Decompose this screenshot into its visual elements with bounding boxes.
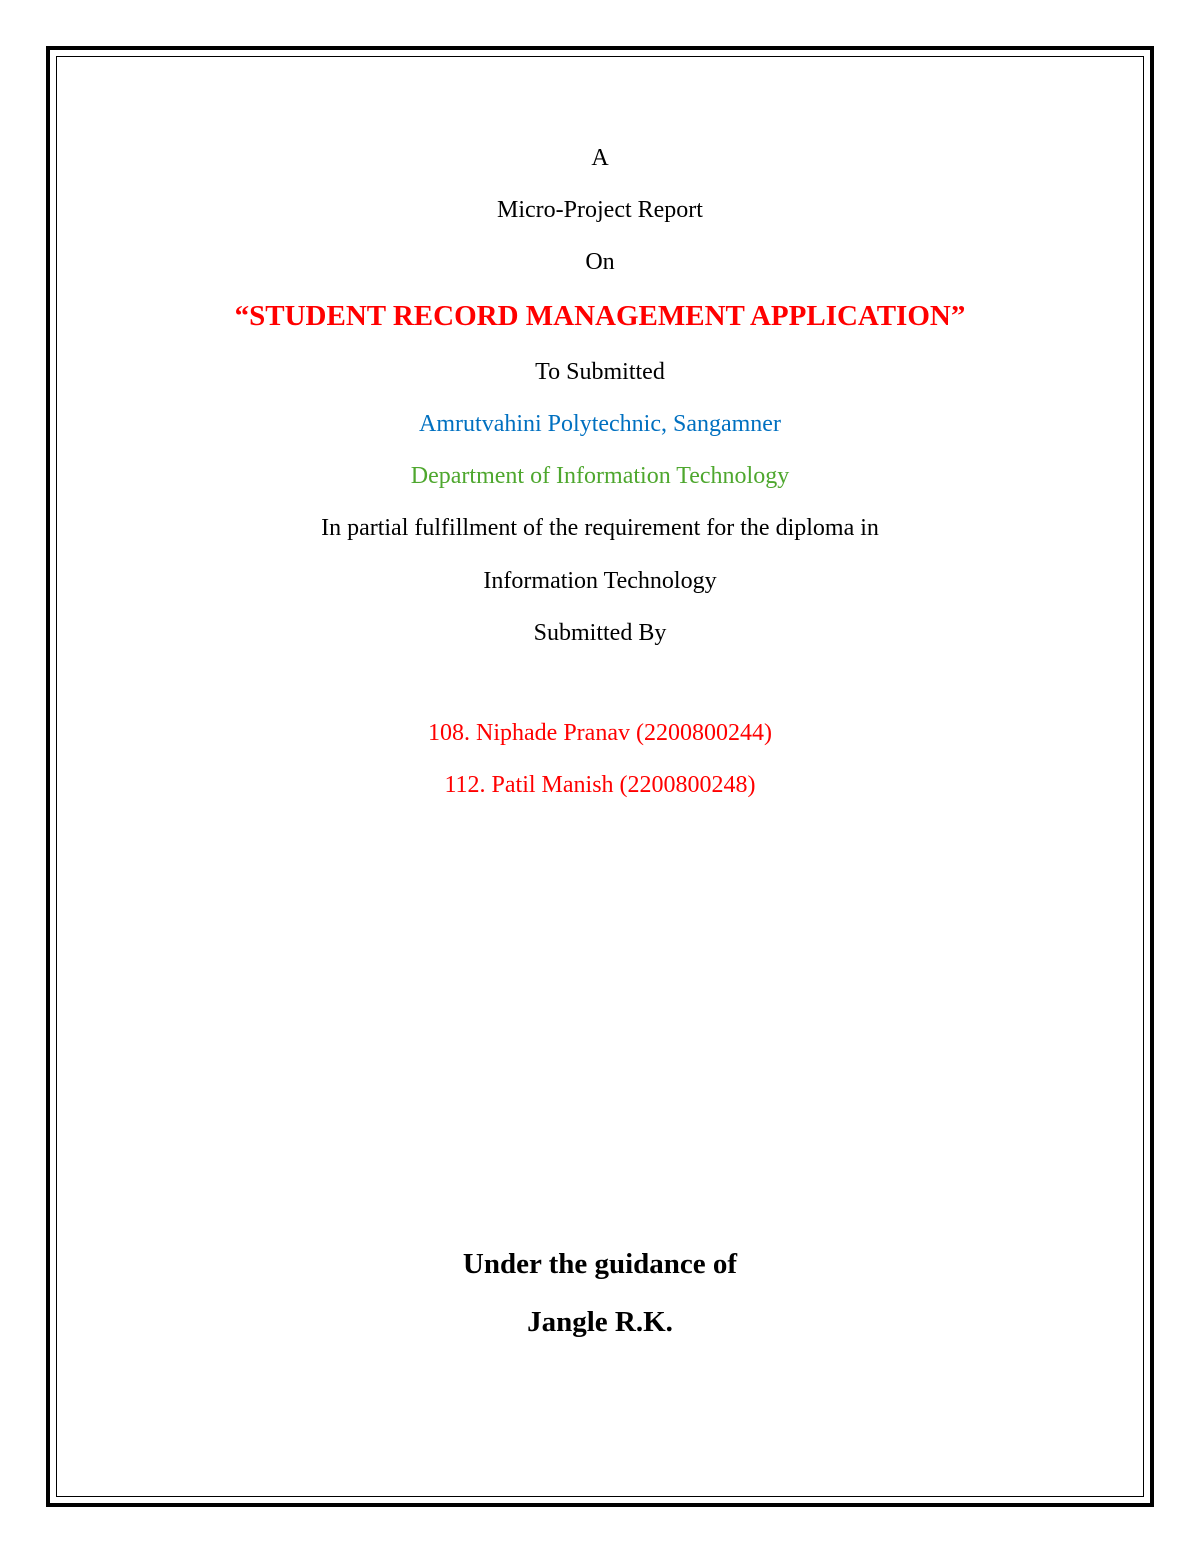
- on-label: On: [585, 249, 615, 275]
- article-a: A: [591, 145, 609, 171]
- institute-name: Amrutvahini Polytechnic, Sangamner: [419, 411, 781, 437]
- fulfillment-statement: In partial fulfillment of the requirement for the diploma in: [321, 515, 879, 541]
- department-name: Department of Information Technology: [410, 463, 790, 489]
- guide-name: Jangle R.K.: [527, 1306, 673, 1338]
- diploma-name: Information Technology: [483, 568, 717, 594]
- guidance-label: Under the guidance of: [462, 1248, 738, 1280]
- to-submitted-label: To Submitted: [535, 359, 665, 385]
- report-type: Micro-Project Report: [497, 197, 703, 223]
- student-entry-1: 108. Niphade Pranav (2200800244): [428, 720, 772, 746]
- student-entry-2: 112. Patil Manish (2200800248): [444, 772, 756, 798]
- submitted-by-label: Submitted By: [533, 620, 667, 646]
- project-title: “STUDENT RECORD MANAGEMENT APPLICATION”: [234, 300, 966, 332]
